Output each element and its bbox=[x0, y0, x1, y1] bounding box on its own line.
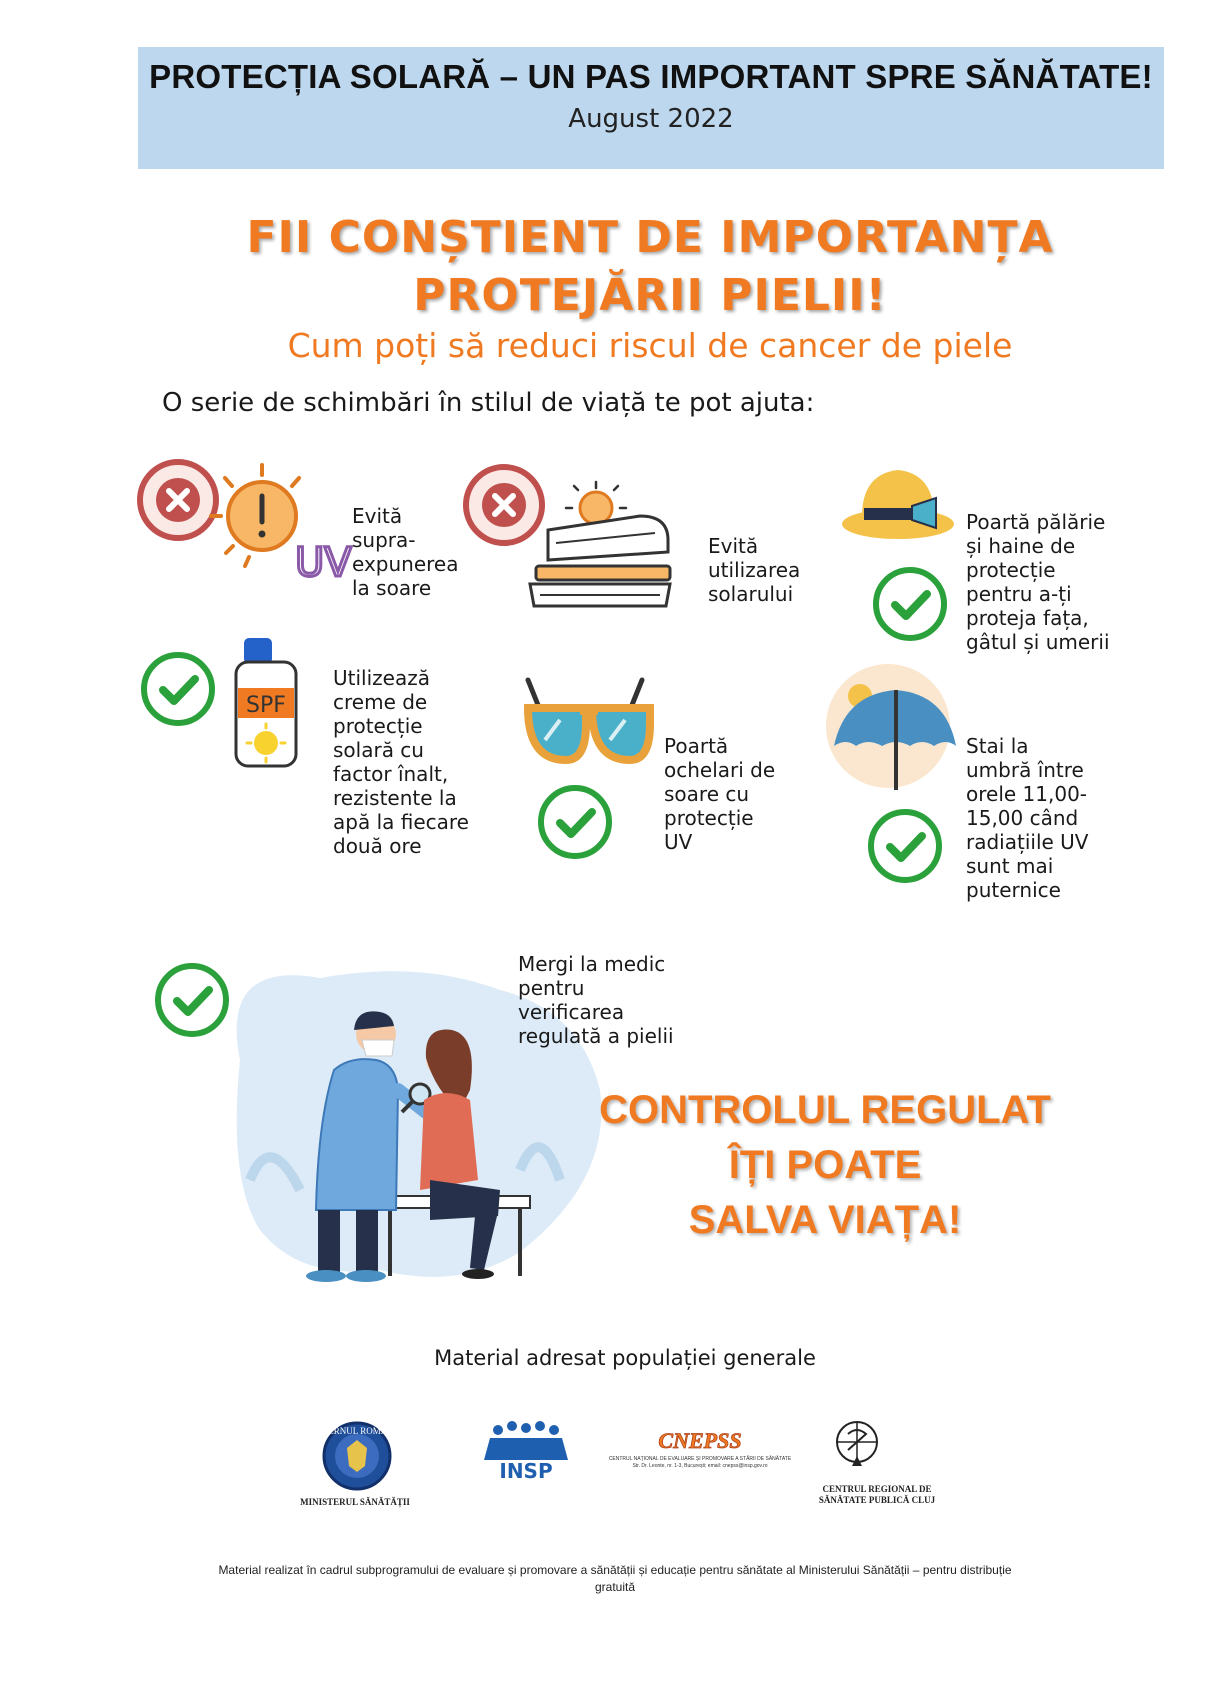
insp-logo bbox=[484, 1421, 568, 1483]
tip-shade: Stai la umbră între orele 11,00- 15,00 când radiațiile UV sunt mai puternice bbox=[966, 734, 1089, 902]
tanning-bed-icon bbox=[530, 482, 670, 606]
cta-line3: SALVA VIAȚA! bbox=[688, 1198, 962, 1242]
tip-sunglasses: Poartă ochelari de soare cu protecție UV bbox=[664, 734, 776, 854]
cnepss-logo bbox=[609, 1428, 792, 1469]
cta-line2: ÎȚI POATE bbox=[728, 1143, 922, 1187]
tip-avoid-sun: Evită supra- expunerea la soare bbox=[352, 504, 459, 600]
crsp-cluj-logo bbox=[819, 1422, 936, 1505]
crsp-label1: CENTRUL REGIONAL DE bbox=[822, 1484, 932, 1494]
avoid-icon bbox=[466, 467, 542, 543]
check-icon bbox=[876, 570, 944, 638]
cnepss-sub2: Str. Dr. Leonte, nr. 1-3, București; email: cnepss@insp.gov.ro bbox=[632, 1463, 768, 1469]
hat-icon bbox=[842, 470, 954, 539]
check-icon bbox=[144, 655, 212, 723]
crsp-label2: SĂNĂTATE PUBLICĂ CLUJ bbox=[818, 1495, 936, 1505]
main-title-line2: PROTEJĂRII PIELII! bbox=[413, 270, 887, 321]
cnepss-text: CNEPSS bbox=[658, 1428, 742, 1453]
spf-label: SPF bbox=[246, 693, 286, 718]
tip-hat: Poartă pălărie și haine de protecție pentru a-ți proteja fața, gâtul și umerii bbox=[966, 510, 1110, 654]
audience-text: Material adresat populației generale bbox=[434, 1346, 816, 1370]
header-title: PROTECȚIA SOLARĂ – UN PAS IMPORTANT SPRE SĂNĂTATE! bbox=[149, 58, 1153, 95]
sunglasses-icon bbox=[528, 680, 650, 760]
check-icon bbox=[541, 788, 609, 856]
ministry-logo bbox=[300, 1423, 410, 1508]
uv-label: UV bbox=[295, 540, 352, 586]
main-title-line1: FII CONȘTIENT DE IMPORTANȚA bbox=[246, 212, 1054, 263]
sun-uv-icon bbox=[211, 465, 299, 566]
cta-line1: CONTROLUL REGULAT bbox=[599, 1088, 1051, 1132]
logos-row bbox=[0, 1420, 1210, 1520]
tip-avoid-solarium: Evită utilizarea solarului bbox=[708, 534, 801, 606]
ministry-ring-text: GUVERNUL ROMÂNIEI bbox=[308, 1426, 406, 1436]
tip-doctor: Mergi la medic pentru verificarea regulată a pielii bbox=[518, 952, 674, 1048]
cnepss-sub1: CENTRUL NAȚIONAL DE EVALUARE ȘI PROMOVARE A STĂRII DE SĂNĂTATE bbox=[608, 1456, 792, 1462]
umbrella-icon bbox=[826, 664, 956, 790]
sunscreen-bottle-icon bbox=[236, 638, 296, 766]
avoid-icon bbox=[140, 462, 216, 538]
intro-text: O serie de schimbări în stilul de viață te pot ajuta: bbox=[162, 388, 815, 418]
check-icon bbox=[871, 812, 939, 880]
tip-sunscreen: Utilizează creme de protecție solară cu factor înalt, rezistente la apă la fiecare două ore bbox=[333, 666, 469, 858]
header-date: August 2022 bbox=[568, 104, 734, 134]
subtitle: Cum poți să reduci riscul de cancer de piele bbox=[287, 326, 1013, 365]
ministry-label: MINISTERUL SĂNĂTĂȚII bbox=[300, 1497, 410, 1507]
check-icon bbox=[158, 966, 226, 1034]
insp-text: INSP bbox=[499, 1459, 553, 1483]
footer-note: Material realizat în cadrul subprogramului de evaluare și promovare a sănătății și educație pentru sănătate al Ministerului Sănătății – pentru distribuție gratuită bbox=[218, 1563, 1012, 1594]
